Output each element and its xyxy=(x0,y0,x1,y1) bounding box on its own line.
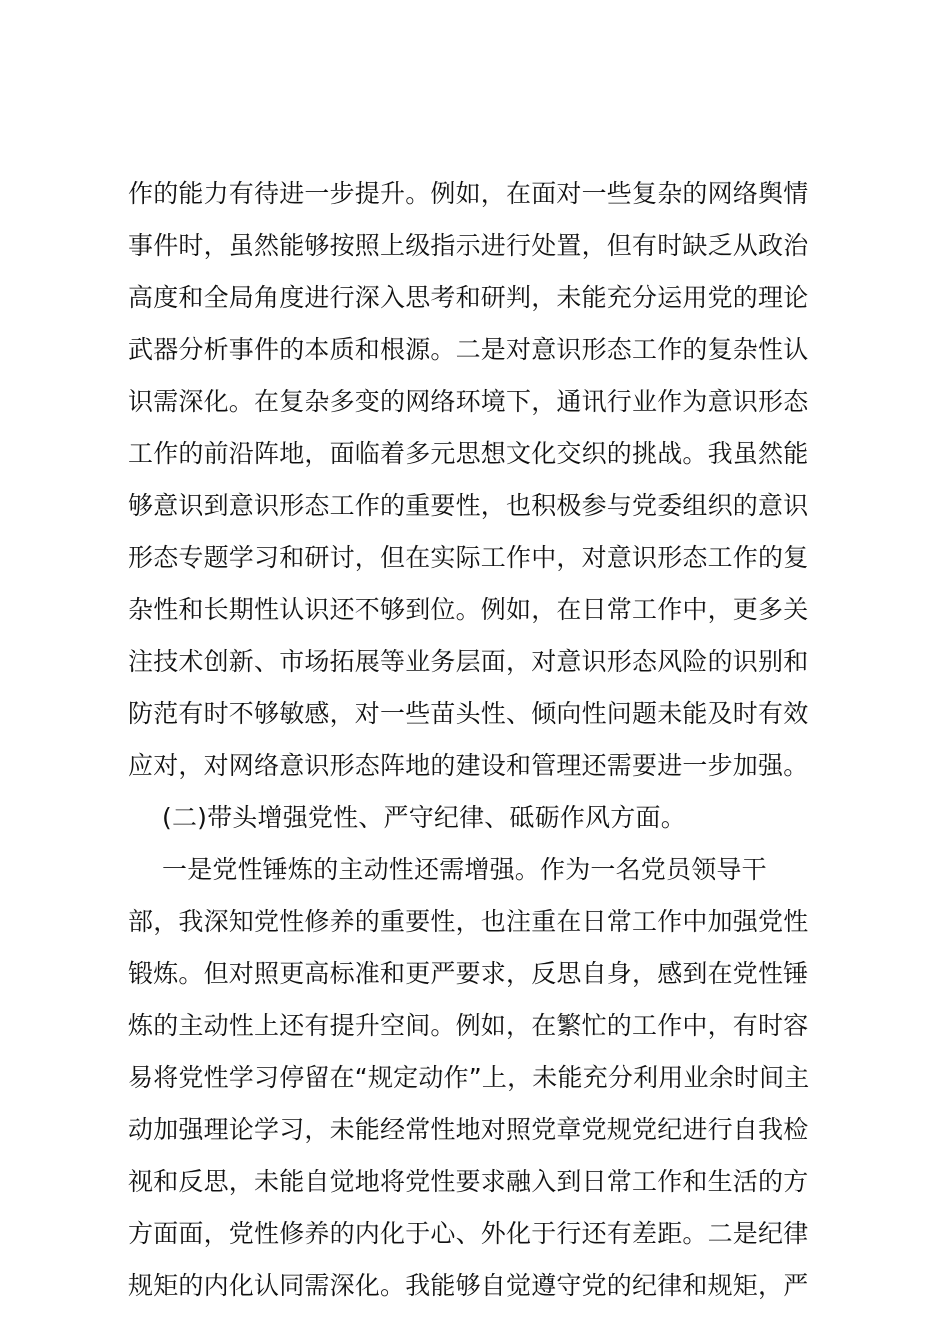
text-line: 方面面，党性修养的内化于心、外化于行还有差距。二是纪律 xyxy=(128,1219,809,1248)
text-line: 防范有时不够敏感，对一些苗头性、倾向性问题未能及时有效 xyxy=(128,699,809,728)
section-heading: (二)带头增强党性、严守纪律、砥砺作风方面。 xyxy=(162,803,686,832)
text-line: 高度和全局角度进行深入思考和研判，未能充分运用党的理论 xyxy=(128,283,809,312)
text-line: 事件时，虽然能够按照上级指示进行处置，但有时缺乏从政治 xyxy=(128,231,809,260)
text-line: 易将党性学习停留在“规定动作”上，未能充分利用业余时间主 xyxy=(128,1063,810,1092)
text-line: 武器分析事件的本质和根源。二是对意识形态工作的复杂性认 xyxy=(128,335,809,364)
text-line: 视和反思，未能自觉地将党性要求融入到日常工作和生活的方 xyxy=(128,1167,809,1196)
text-line: 形态专题学习和研讨，但在实际工作中，对意识形态工作的复 xyxy=(128,543,809,572)
paragraph-start-line: 一是党性锤炼的主动性还需增强。作为一名党员领导干 xyxy=(162,855,767,884)
text-line: 杂性和长期性认识还不够到位。例如，在日常工作中，更多关 xyxy=(128,595,809,624)
document-body xyxy=(128,168,822,1312)
text-line: 锻炼。但对照更高标准和更严要求，反思自身，感到在党性锤 xyxy=(128,959,809,988)
text-line: 炼的主动性上还有提升空间。例如，在繁忙的工作中，有时容 xyxy=(128,1011,809,1040)
text-line: 工作的前沿阵地，面临着多元思想文化交织的挑战。我虽然能 xyxy=(128,439,809,468)
text-line: 作的能力有待进一步提升。例如，在面对一些复杂的网络舆情 xyxy=(128,179,809,208)
text-line: 识需深化。在复杂多变的网络环境下，通讯行业作为意识形态 xyxy=(128,387,809,416)
text-line: 注技术创新、市场拓展等业务层面，对意识形态风险的识别和 xyxy=(128,647,809,676)
text-line: 规矩的内化认同需深化。我能够自觉遵守党的纪律和规矩，严 xyxy=(128,1271,809,1300)
text-line: 够意识到意识形态工作的重要性，也积极参与党委组织的意识 xyxy=(128,491,809,520)
text-line: 部，我深知党性修养的重要性，也注重在日常工作中加强党性 xyxy=(128,907,809,936)
text-line: 应对，对网络意识形态阵地的建设和管理还需要进一步加强。 xyxy=(128,751,809,780)
text-line: 动加强理论学习，未能经常性地对照党章党规党纪进行自我检 xyxy=(128,1115,809,1144)
